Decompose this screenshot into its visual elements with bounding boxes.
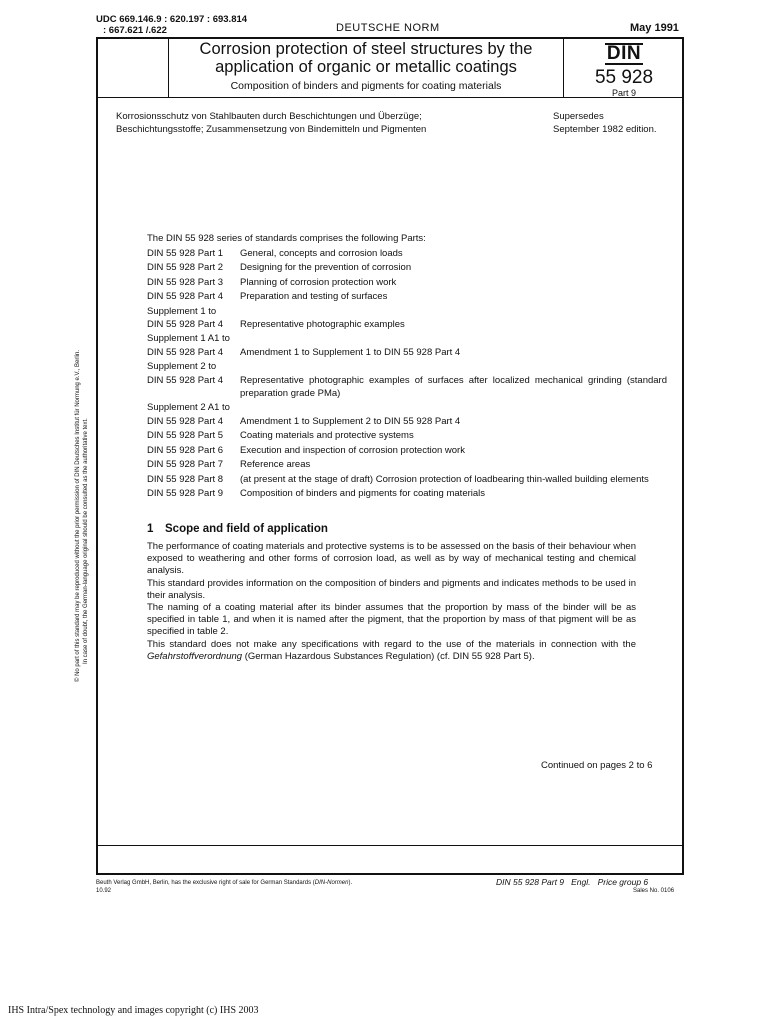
body-paragraph: This standard provides information on the composition of binders and pigments and indicates methods to be used in their analysis. <box>147 577 636 601</box>
parts-list-row <box>147 305 667 318</box>
parts-list-row <box>147 415 667 428</box>
german-title <box>116 110 426 136</box>
part-reference: DIN 55 928 Part 4 <box>147 415 224 427</box>
part-description: (at present at the stage of draft) Corrosion protection of loadbearing thin-walled building elements <box>240 473 649 485</box>
parts-list-row <box>147 332 667 345</box>
supersedes-label: Supersedes <box>553 111 604 122</box>
ihs-copyright: IHS Intra/Spex technology and images copyright (c) IHS 2003 <box>8 1005 259 1016</box>
issue-date: May 1991 <box>630 22 679 34</box>
din-normen-term: DIN-Normen <box>314 880 349 886</box>
part-reference: Supplement 1 to <box>147 305 217 317</box>
frame-divider-left <box>168 39 169 97</box>
parts-list-row <box>147 487 667 500</box>
part-description: Amendment 1 to Supplement 2 to DIN 55 928 Part 4 <box>240 415 461 427</box>
body-text-run: This standard does not make any specifications with regard to the use of the materials in connection with the <box>147 638 636 650</box>
document-title-block <box>170 40 562 92</box>
parts-list <box>147 247 667 500</box>
price-group-note: DIN 55 928 Part 9 Engl. Price group 6 <box>496 877 649 887</box>
part-description: Representative photographic examples <box>240 319 405 331</box>
din-number: 55 928 <box>594 67 654 88</box>
german-title-line-2: Beschichtungsstoffe; Zusammensetzung von Bindemitteln und Pigmenten <box>116 124 427 135</box>
part-description <box>240 305 667 318</box>
part-description: Composition of binders and pigments for coating materials <box>240 487 486 499</box>
part-reference: DIN 55 928 Part 6 <box>147 444 224 456</box>
part-description: Preparation and testing of surfaces <box>240 291 388 303</box>
supersedes-note <box>553 110 657 136</box>
section-number: 1 <box>147 523 154 535</box>
parts-list-row <box>147 401 667 414</box>
udc-line-1: UDC 669.146.9 : 620.197 : 693.814 <box>96 14 248 25</box>
part-description: Designing for the prevention of corrosion <box>240 262 412 274</box>
body-paragraph <box>147 639 636 663</box>
part-reference: DIN 55 928 Part 4 <box>147 346 224 358</box>
footer-rule <box>98 845 682 846</box>
part-reference: Supplement 2 A1 to <box>147 402 230 414</box>
copyright-notice <box>74 350 90 682</box>
part-description: Coating materials and protective systems <box>240 430 414 442</box>
part-description: Execution and inspection of corrosion protection work <box>240 444 465 456</box>
part-reference: DIN 55 928 Part 4 <box>147 374 224 386</box>
part-description: General, concepts and corrosion loads <box>240 248 403 259</box>
print-date: 10.92 <box>96 888 112 894</box>
part-reference: DIN 55 928 Part 4 <box>147 291 224 303</box>
parts-list-row <box>147 444 667 457</box>
section-heading <box>147 523 328 535</box>
title-line-2: application of organic or metallic coatings <box>215 58 517 76</box>
part-description <box>240 401 667 414</box>
publisher-text: ). <box>348 880 353 886</box>
part-reference: DIN 55 928 Part 3 <box>147 276 224 288</box>
continued-note: Continued on pages 2 to 6 <box>541 760 653 771</box>
section-body <box>147 541 636 663</box>
german-title-line-1: Korrosionsschutz von Stahlbauten durch Beschichtungen und Überzüge; <box>116 111 422 122</box>
copyright-line-2: In case of doubt, the German-language original should be consulted as the authoritative text. <box>83 418 89 664</box>
parts-list-row <box>147 290 667 303</box>
publisher-note <box>96 879 352 895</box>
title-line-1: Corrosion protection of steel structures by the <box>199 40 533 58</box>
sales-number: Sales No. 0106 <box>633 888 675 894</box>
part-reference: DIN 55 928 Part 8 <box>147 473 224 485</box>
part-description: Representative photographic examples of surfaces after localized mechanical grinding (standard preparation grade PMa) <box>240 374 667 400</box>
publisher-text: Beuth Verlag GmbH, Berlin, has the exclusive right of sale for German Standards ( <box>96 880 315 886</box>
deutsche-norm-label: DEUTSCHE NORM <box>336 22 440 34</box>
part-reference: DIN 55 928 Part 7 <box>147 459 224 471</box>
udc-classification <box>96 14 247 36</box>
body-text-run: (German Hazardous Substances Regulation) (cf. DIN 55 928 Part 5). <box>242 650 535 662</box>
parts-list-row <box>147 473 667 486</box>
part-reference: DIN 55 928 Part 4 <box>147 319 224 331</box>
series-intro: The DIN 55 928 series of standards comprises the following Parts: <box>147 233 426 244</box>
part-description: Reference areas <box>240 459 311 471</box>
part-reference: DIN 55 928 Part 5 <box>147 430 224 442</box>
body-paragraph: The naming of a coating material after its binder assumes that the proportion by mass of the binder will be as specified in table 1, and when it is named after the pigment, that the proportion by mass of that pigment will be as specified in table 2. <box>147 602 636 638</box>
udc-line-2: : 667.621 /.622 <box>103 25 167 36</box>
din-logo: DIN <box>606 43 642 64</box>
part-reference: DIN 55 928 Part 1 <box>147 248 224 259</box>
parts-list-row <box>147 374 667 401</box>
body-paragraph: The performance of coating materials and protective systems is to be assessed on the basis of their behaviour when exposed to weathering and other forms of corrosion load, as well as by way of mechanical testing and chemical analysis. <box>147 541 636 577</box>
part-reference: DIN 55 928 Part 9 <box>147 487 224 499</box>
part-description: Amendment 1 to Supplement 1 to DIN 55 928 Part 4 <box>240 346 461 358</box>
publisher-rights <box>96 879 352 887</box>
parts-list-row <box>147 429 667 442</box>
parts-list-row <box>147 360 667 373</box>
parts-list-row <box>147 318 667 331</box>
din-identifier <box>566 40 682 98</box>
parts-list-row <box>147 346 667 359</box>
part-description <box>240 332 667 345</box>
part-description <box>240 360 667 373</box>
parts-list-row <box>147 276 667 289</box>
copyright-line-1: © No part of this standard may be reproduced without the prior permission of DIN Deutsches Institut für Normung e.V., Berlin. <box>75 349 81 682</box>
part-reference: Supplement 1 A1 to <box>147 333 230 345</box>
regulation-name: Gefahrstoffverordnung <box>147 650 243 662</box>
parts-list-row <box>147 261 667 274</box>
section-title: Scope and field of application <box>165 523 328 535</box>
document-subtitle: Composition of binders and pigments for coating materials <box>230 80 502 92</box>
din-part: Part 9 <box>611 88 636 98</box>
frame-divider-right <box>563 39 564 97</box>
part-reference: DIN 55 928 Part 2 <box>147 262 224 274</box>
parts-list-row <box>147 458 667 471</box>
parts-list-row <box>147 247 667 260</box>
supersedes-edition: September 1982 edition. <box>553 124 657 135</box>
part-description: Planning of corrosion protection work <box>240 276 397 288</box>
part-reference: Supplement 2 to <box>147 361 217 373</box>
